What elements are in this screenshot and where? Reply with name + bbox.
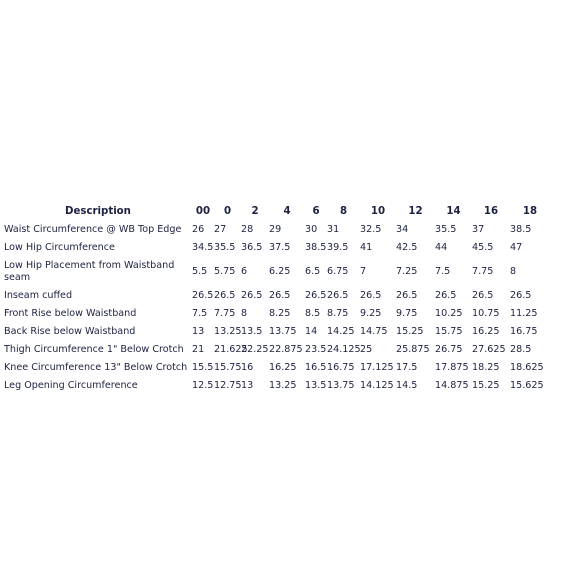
column-header-size: 00 [195,206,211,217]
table-cell: 7.5 [435,265,451,277]
table-cell: 26.5 [510,289,532,301]
table-cell: 16.75 [510,325,538,337]
table-cell: 14.125 [360,379,394,391]
table-row [4,239,550,257]
table-cell: 26.5 [241,289,263,301]
row-label: Low Hip Circumference [4,241,115,253]
table-cell: 26.5 [396,289,418,301]
table-cell: 8 [241,307,248,319]
table-cell: 42.5 [396,241,418,253]
table-cell: 14.5 [396,379,418,391]
row-label: Back Rise below Waistband [4,325,136,337]
table-cell: 34 [396,223,409,235]
column-header-size: 4 [283,206,291,217]
column-header-size: 0 [223,206,232,217]
table-body [4,221,550,395]
header-row [4,205,550,221]
table-cell: 30 [305,223,318,235]
table-cell: 25.875 [396,343,430,355]
table-cell: 18.25 [472,361,500,373]
table-cell: 21.625 [214,343,248,355]
column-header-size: 18 [522,206,538,217]
table-cell: 13.75 [269,325,297,337]
table-cell: 6.75 [327,265,349,277]
table-cell: 35.5 [435,223,457,235]
table-cell: 11.25 [510,307,538,319]
table-cell: 26 [192,223,205,235]
table-cell: 7.75 [214,307,236,319]
table-cell: 26.5 [472,289,494,301]
table-cell: 26.5 [435,289,457,301]
table-cell: 7 [360,265,367,277]
table-cell: 29 [269,223,282,235]
table-cell: 26.5 [192,289,214,301]
table-cell: 8.75 [327,307,349,319]
table-cell: 13.25 [214,325,242,337]
table-cell: 15.75 [214,361,242,373]
table-cell: 15.625 [510,379,544,391]
table-cell: 10.25 [435,307,463,319]
table-cell: 23.5 [305,343,327,355]
table-cell: 17.5 [396,361,418,373]
table-cell: 26.5 [214,289,236,301]
table-cell: 6.5 [305,265,321,277]
column-header-description: Description [65,206,131,217]
table-cell: 44 [435,241,448,253]
table-cell: 13.25 [269,379,297,391]
column-header-size: 8 [339,206,348,217]
table-cell: 38.5 [305,241,327,253]
table-cell: 38.5 [510,223,532,235]
table-row [4,341,550,359]
table-cell: 14.875 [435,379,469,391]
row-label: Leg Opening Circumference [4,379,138,391]
table-cell: 5.5 [192,265,208,277]
table-cell: 16.5 [305,361,327,373]
table-cell: 26.5 [327,289,349,301]
table-cell: 13.75 [327,379,355,391]
table-cell: 28 [241,223,254,235]
table-cell: 41 [360,241,373,253]
table-cell: 13 [241,379,254,391]
table-row [4,287,550,305]
table-cell: 18.625 [510,361,544,373]
table-cell: 25 [360,343,373,355]
table-cell: 16.25 [269,361,297,373]
table-row [4,359,550,377]
table-cell: 26.5 [360,289,382,301]
table-cell: 27 [214,223,227,235]
column-header-size: 14 [446,206,461,217]
table-cell: 31 [327,223,340,235]
table-cell: 26.5 [305,289,327,301]
table-cell: 5.75 [214,265,236,277]
table-cell: 27.625 [472,343,506,355]
table-row [4,257,550,287]
table-cell: 12.5 [192,379,214,391]
table-cell: 45.5 [472,241,494,253]
table-cell: 15.75 [435,325,463,337]
table-cell: 17.875 [435,361,469,373]
table-header [4,205,550,221]
table-cell: 39.5 [327,241,349,253]
table-row [4,377,550,395]
table-cell: 16.25 [472,325,500,337]
table-row [4,305,550,323]
table-cell: 6.25 [269,265,291,277]
row-label: Front Rise below Waistband [4,307,137,319]
table-cell: 13 [192,325,205,337]
table-cell: 14 [305,325,318,337]
table-cell: 35.5 [214,241,236,253]
table-cell: 8.25 [269,307,291,319]
table-cell: 14.25 [327,325,355,337]
row-label: Low Hip Placement from Waistband seam [4,259,175,283]
table-cell: 7.75 [472,265,494,277]
table-cell: 21 [192,343,205,355]
table-cell: 37 [472,223,485,235]
table-cell: 32.5 [360,223,382,235]
row-label: Waist Circumference @ WB Top Edge [4,223,182,235]
column-header-size: 2 [251,206,259,217]
table-cell: 37.5 [269,241,291,253]
table-cell: 22.875 [269,343,303,355]
table-cell: 15.25 [396,325,424,337]
row-label: Inseam cuffed [4,289,73,301]
table-cell: 7.5 [192,307,208,319]
row-label: Thigh Circumference 1" Below Crotch [4,343,184,355]
table-cell: 14.75 [360,325,388,337]
table-cell: 15.25 [472,379,500,391]
table-cell: 47 [510,241,523,253]
table-cell: 34.5 [192,241,214,253]
table-cell: 10.75 [472,307,500,319]
table-cell: 28.5 [510,343,532,355]
table-cell: 12.75 [214,379,242,391]
table-cell: 13.5 [241,325,263,337]
table-cell: 24.125 [327,343,361,355]
table-cell: 26.75 [435,343,463,355]
table-cell: 22.25 [241,343,269,355]
table-cell: 15.5 [192,361,214,373]
table-cell: 9.25 [360,307,382,319]
size-chart-table [4,205,550,395]
column-header-size: 6 [312,206,320,217]
table-cell: 36.5 [241,241,263,253]
table-cell: 17.125 [360,361,394,373]
column-header-size: 10 [370,206,386,217]
table-cell: 16.75 [327,361,355,373]
table-cell: 6 [241,265,248,277]
table-cell: 7.25 [396,265,418,277]
row-label: Knee Circumference 13" Below Crotch [4,361,188,373]
column-header-size: 16 [483,206,499,217]
table-cell: 13.5 [305,379,327,391]
column-header-size: 12 [408,206,423,217]
table-cell: 26.5 [269,289,291,301]
table-cell: 16 [241,361,254,373]
table-cell: 8 [510,265,517,277]
table-cell: 9.75 [396,307,418,319]
table-row [4,221,550,239]
table-row [4,323,550,341]
table-cell: 8.5 [305,307,321,319]
